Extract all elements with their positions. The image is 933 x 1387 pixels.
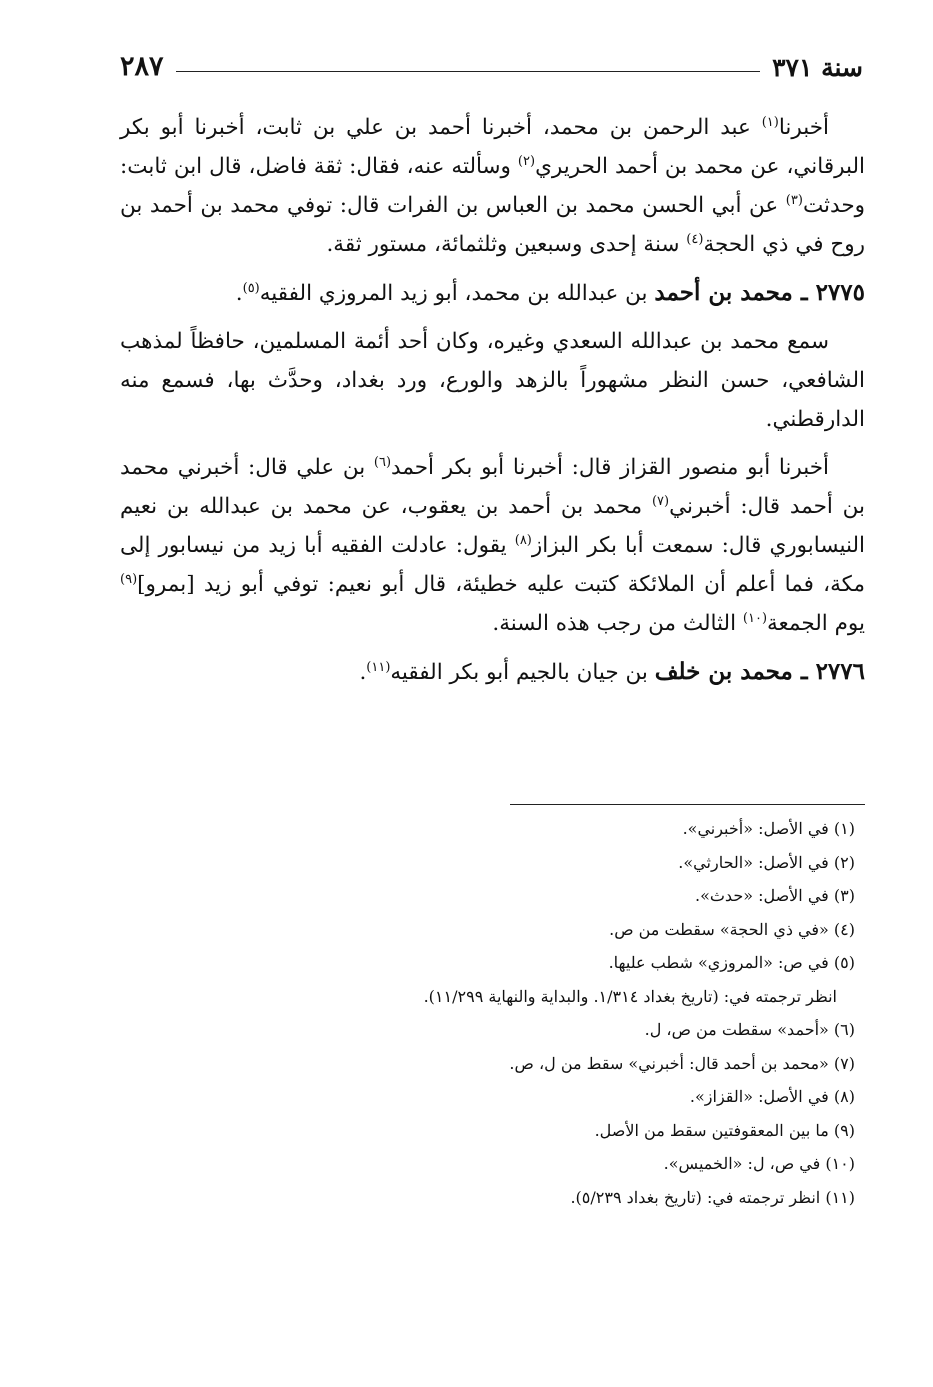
footnote: (٣) في الأصل: «حدث». [694,886,855,905]
text-run: عبد الرحمن بن محمد، أخبرنا أحمد بن علي بن ثابت، أخبرنا أبو بكر البرقاني، عن محمد بن أحمد الحريري [120,115,865,179]
text-run: . [359,660,367,685]
text-run: أخبرنا أبو منصور القزاز قال: أخبرنا أبو بكر أحمد [391,455,829,480]
text-run: سمع محمد بن عبدالله السعدي وغيره، وكان أحد أئمة المسلمين، حافظاً لمذهب الشافعي، حسن النظر مشهوراً بالزهد والورع، ورد بغداد، وحدَّث بها، فسمع منه الدارقطني. [120,329,865,432]
footnote-marker: (٨) [514,532,532,548]
footnote: (٩) ما بين المعقوفتين سقط من الأصل. [594,1120,855,1140]
text-run: أخبرنا [778,115,829,140]
footnote-marker: (١٠) [742,610,768,626]
text-run: وسألته عنه، فقال: ثقة فاضل، قال ابن ثابت: وحدثت [120,154,865,218]
footnote-marker: (١) [761,114,779,130]
footnote-marker: (٧) [651,493,670,509]
body-paragraph [120,448,865,643]
text-run: الثالث من رجب هذه السنة. [492,611,743,636]
text-run: عن أبي الحسن محمد بن العباس بن الفرات قال: توفي محمد بن أحمد بن روح في ذي الحجة [120,193,865,257]
footnote-marker: (٥) [242,280,260,296]
text-run: بن علي قال: أخبرني محمد بن أحمد قال: أخبرني [120,455,865,519]
text-run: . [235,281,243,306]
footnote: (٥) في ص: «المروزي» شطب عليها. [608,953,855,972]
footnote: (٤) «في ذي الحجة» سقطت من ص. [609,919,855,939]
footnote-reference-note: انظر ترجمته في: (تاريخ بغداد ١/٣١٤. والبداية والنهاية ١١/٢٩٩). [423,986,837,1006]
text-run: بن عبدالله بن محمد، أبو زيد المروزي الفقيه [259,281,655,306]
biography-entry-heading [120,652,865,692]
footnote-marker: (٣) [785,192,803,208]
footnote: (٦) «أحمد» سقطت من ص، ل. [644,1020,855,1039]
text-run: محمد بن أحمد بن يعقوب، عن محمد بن عبدالله بن نعيم النيسابوري قال: سمعت أبا بكر البزاز [120,494,865,558]
main-text [120,108,865,701]
footnote: (٢) في الأصل: «الحارثي». [678,852,855,872]
footnote: (٧) «محمد بن أحمد قال: أخبرني» سقط من ل، ص. [509,1053,855,1073]
running-head-year: سنة ٣٧١ [772,53,863,82]
text-run: يوم الجمعة [767,611,865,636]
footnote: (٨) في الأصل: «القزاز». [689,1087,855,1106]
footnote: (١٠) في ص، ل: «الخميس». [663,1154,855,1173]
body-paragraph [120,322,865,439]
footnote-marker: (٩) [120,571,138,587]
page-header [120,40,863,82]
biography-entry-heading [120,273,865,313]
footnote-marker: (٤) [686,231,704,247]
entry-title: ٢٧٧٥ ـ محمد بن أحمد [654,279,865,306]
header-rule [176,71,761,72]
footnote: (١) في الأصل: «أخبرني». [682,819,855,838]
text-run: بن جيان بالجيم أبو بكر الفقيه [390,660,655,685]
footnote-marker: (١١) [366,659,391,675]
footnote-marker: (٦) [373,454,392,470]
page-number: ٢٨٧ [120,51,164,82]
footnotes [120,812,865,1214]
text-run: يقول: عادلت الفقيه أبا زيد من نيسابور إلى مكة، فما أعلم أن الملائكة كتبت عليه خطيئة، قال أبو نعيم: توفي أبو زيد [بمرو] [120,533,865,597]
footnote: (١١) انظر ترجمته في: (تاريخ بغداد ٥/٢٣٩). [570,1187,855,1207]
entry-title: ٢٧٧٦ ـ محمد بن خلف [654,658,865,685]
body-paragraph [120,108,865,264]
footnote-marker: (٢) [517,153,536,169]
footnote-separator [510,804,865,805]
text-run: سنة إحدى وسبعين وثلثمائة، مستور ثقة. [326,232,687,257]
